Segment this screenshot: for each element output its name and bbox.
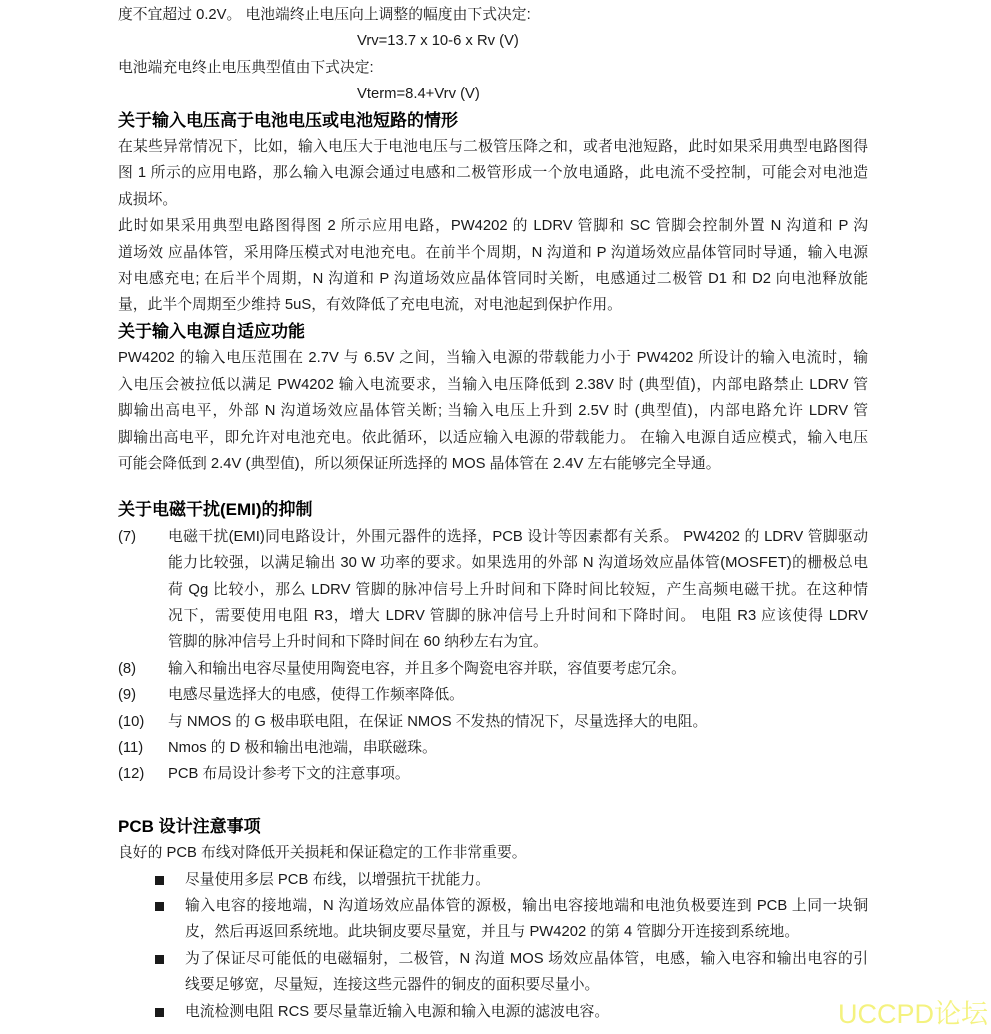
body-line: 此时如果采用典型电路图得图 2 所示应用电路，PW4202 的 LDRV 管脚和 SC 管脚会控制外置 N 沟道和 P 沟 xyxy=(118,218,868,235)
list-item xyxy=(118,709,868,735)
section-heading-adaptive: 关于输入电源自适应功能 xyxy=(118,321,305,341)
section-heading-pcb: PCB 设计注意事项 xyxy=(118,816,261,836)
body-line: 电感尽量选择大的电感，使得工作频率降低。 xyxy=(168,687,464,704)
body-line: 良好的 PCB 布线对降低开关损耗和保证稳定的工作非常重要。 xyxy=(118,845,527,862)
bullet-item xyxy=(118,893,868,946)
list-item-text xyxy=(168,682,868,708)
body-line: 入电压会被拉低以满足 PW4202 输入电流要求，当输入电压降低到 2.38V 时 (典型值)，内部电路禁止 LDRV 管 xyxy=(118,376,868,393)
body-line: 对电感充电; 在后半个周期，N 沟道和 P 沟道场效应晶体管同时关断，电感通过二极管 D1 和 D2 向电池释放能 xyxy=(118,271,868,288)
bullet-item-text xyxy=(185,946,868,999)
body-line: 图 1 所示的应用电路，那么输入电源会通过电感和二极管形成一个放电通路，此电流不受控制，可能会对电池造 xyxy=(118,165,868,182)
list-marker: (12) xyxy=(118,766,145,783)
list-item-text xyxy=(168,524,868,656)
body-line: 输入和输出电容尽量使用陶瓷电容，并且多个陶瓷电容并联，容值要考虑冗余。 xyxy=(168,660,686,677)
list-item-text xyxy=(168,709,868,735)
list-item xyxy=(118,735,868,761)
list-item xyxy=(118,524,868,656)
list-item xyxy=(118,682,868,708)
paragraph xyxy=(118,134,868,213)
list-marker: (11) xyxy=(118,739,144,756)
body-line: 尽量使用多层 PCB 布线，以增强抗干扰能力。 xyxy=(185,871,490,888)
list-item xyxy=(118,656,868,682)
body-line: 在某些异常情况下，比如，输入电压大于电池电压与二极管压降之和，或者电池短路，此时如果采用典型电路图得 xyxy=(118,139,868,156)
body-line: PW4202 的输入电压范围在 2.7V 与 6.5V 之间，当输入电源的带载能力小于 PW4202 所设计的输入电流时，输 xyxy=(118,350,868,367)
paragraph xyxy=(118,345,868,477)
body-line: 电流检测电阻 RCS 要尽量靠近输入电源和输入电源的滤波电容。 xyxy=(185,1003,610,1020)
body-line: 荷 Qg 比较小，那么 LDRV 管脚的脉冲信号上升时间和下降时间比较短，产生高频电磁干扰。在这种情 xyxy=(168,581,868,598)
body-line: 输入电容的接地端，N 沟道场效应晶体管的源极，输出电容接地端和电池负极要连到 PCB 上同一块铜 xyxy=(185,898,868,914)
formula-vterm: Vterm=8.4+Vrv (V) xyxy=(357,86,480,103)
section-spacer xyxy=(118,477,868,497)
body-line: 管脚的脉冲信号上升时间和下降时间在 60 纳秒左右为宜。 xyxy=(168,634,548,651)
list-marker: (7) xyxy=(118,528,137,545)
bullet-square-icon xyxy=(155,999,185,1025)
section-heading-fault: 关于输入电压高于电池电压或电池短路的情形 xyxy=(118,110,458,130)
body-line: 电磁干扰(EMI)同电路设计，外围元器件的选择，PCB 设计等因素都有关系。 PW4202 的 LDRV 管脚驱动 xyxy=(168,528,868,545)
body-line: 度不宜超过 0.2V。 电池端终止电压向上调整的幅度由下式决定: xyxy=(118,7,531,23)
body-line: 况下，需要使用电阻 R3，增大 LDRV 管脚的脉冲信号上升时间和下降时间。 电阻 R3 应该使得 LDRV xyxy=(168,607,868,624)
body-line: 脚输出高电平，即允许对电池充电。依此循环，以适应输入电源的带载能力。 在输入电源自适应模式，输入电压 xyxy=(118,429,868,446)
bullet-item-text xyxy=(185,999,868,1025)
list-marker: (10) xyxy=(118,713,145,730)
bullet-square-icon xyxy=(155,893,185,946)
list-item-text xyxy=(168,735,868,761)
body-line: PCB 布局设计参考下文的注意事项。 xyxy=(168,766,410,783)
list-item-text xyxy=(168,761,868,787)
body-line: 成损坏。 xyxy=(118,191,178,208)
bullet-item-text xyxy=(185,867,868,893)
bullet-item xyxy=(118,867,868,893)
body-line: 脚输出高电平，外部 N 沟道场效应晶体管关断; 当输入电压上升到 2.5V 时 (典型值)，内部电路允许 LDRV 管 xyxy=(118,403,868,420)
bullet-square-icon xyxy=(155,867,185,893)
section-spacer xyxy=(118,788,868,814)
body-line: 为了保证尽可能低的电磁辐射，二极管，N 沟道 MOS 场效应晶体管，电感，输入电容和输出电容的引 xyxy=(185,950,868,967)
body-line: 与 NMOS 的 G 极串联电阻，在保证 NMOS 不发热的情况下，尽量选择大的电阻。 xyxy=(168,713,708,730)
section-heading-emi: 关于电磁干扰(EMI)的抑制 xyxy=(118,500,313,520)
list-marker: (9) xyxy=(118,687,137,704)
list-item xyxy=(118,761,868,787)
bullet-item xyxy=(118,999,868,1025)
body-line: 线要足够宽，尽量短，连接这些元器件的铜皮的面积要尽量小。 xyxy=(185,977,600,994)
paragraph xyxy=(118,213,868,319)
bullet-square-icon xyxy=(155,946,185,999)
body-line: 皮，然后再返回系统地。此块铜皮要尽量宽，并且与 PW4202 的第 4 管脚分开连接到系统地。 xyxy=(185,924,800,941)
formula-vrv: Vrv=13.7 x 10-6 x Rv (V) xyxy=(357,33,519,50)
bullet-item-text xyxy=(185,893,868,946)
body-line: 道场效 应晶体管，采用降压模式对电池充电。在前半个周期，N 沟道和 P 沟道场效应晶体管同时导通，输入电源 xyxy=(118,244,868,261)
list-marker: (8) xyxy=(118,660,137,677)
body-line: 可能会降低到 2.4V (典型值)，所以须保证所选择的 MOS 晶体管在 2.4V 左右能够完全导通。 xyxy=(118,455,721,472)
list-item-text xyxy=(168,656,868,682)
body-line: Nmos 的 D 极和输出电池端，串联磁珠。 xyxy=(168,739,437,756)
body-line: 量，此半个周期至少维持 5uS，有效降低了充电电流，对电池起到保护作用。 xyxy=(118,297,622,314)
bullet-item xyxy=(118,946,868,999)
body-line: 能力比较强，以满足输出 30 W 功率的要求。如果选用的外部 N 沟道场效应晶体管(MOSFET)的栅极总电 xyxy=(168,555,868,572)
watermark: UCCPD论坛 xyxy=(837,999,988,1029)
body-line: 电池端充电终止电压典型值由下式决定: xyxy=(118,59,374,76)
